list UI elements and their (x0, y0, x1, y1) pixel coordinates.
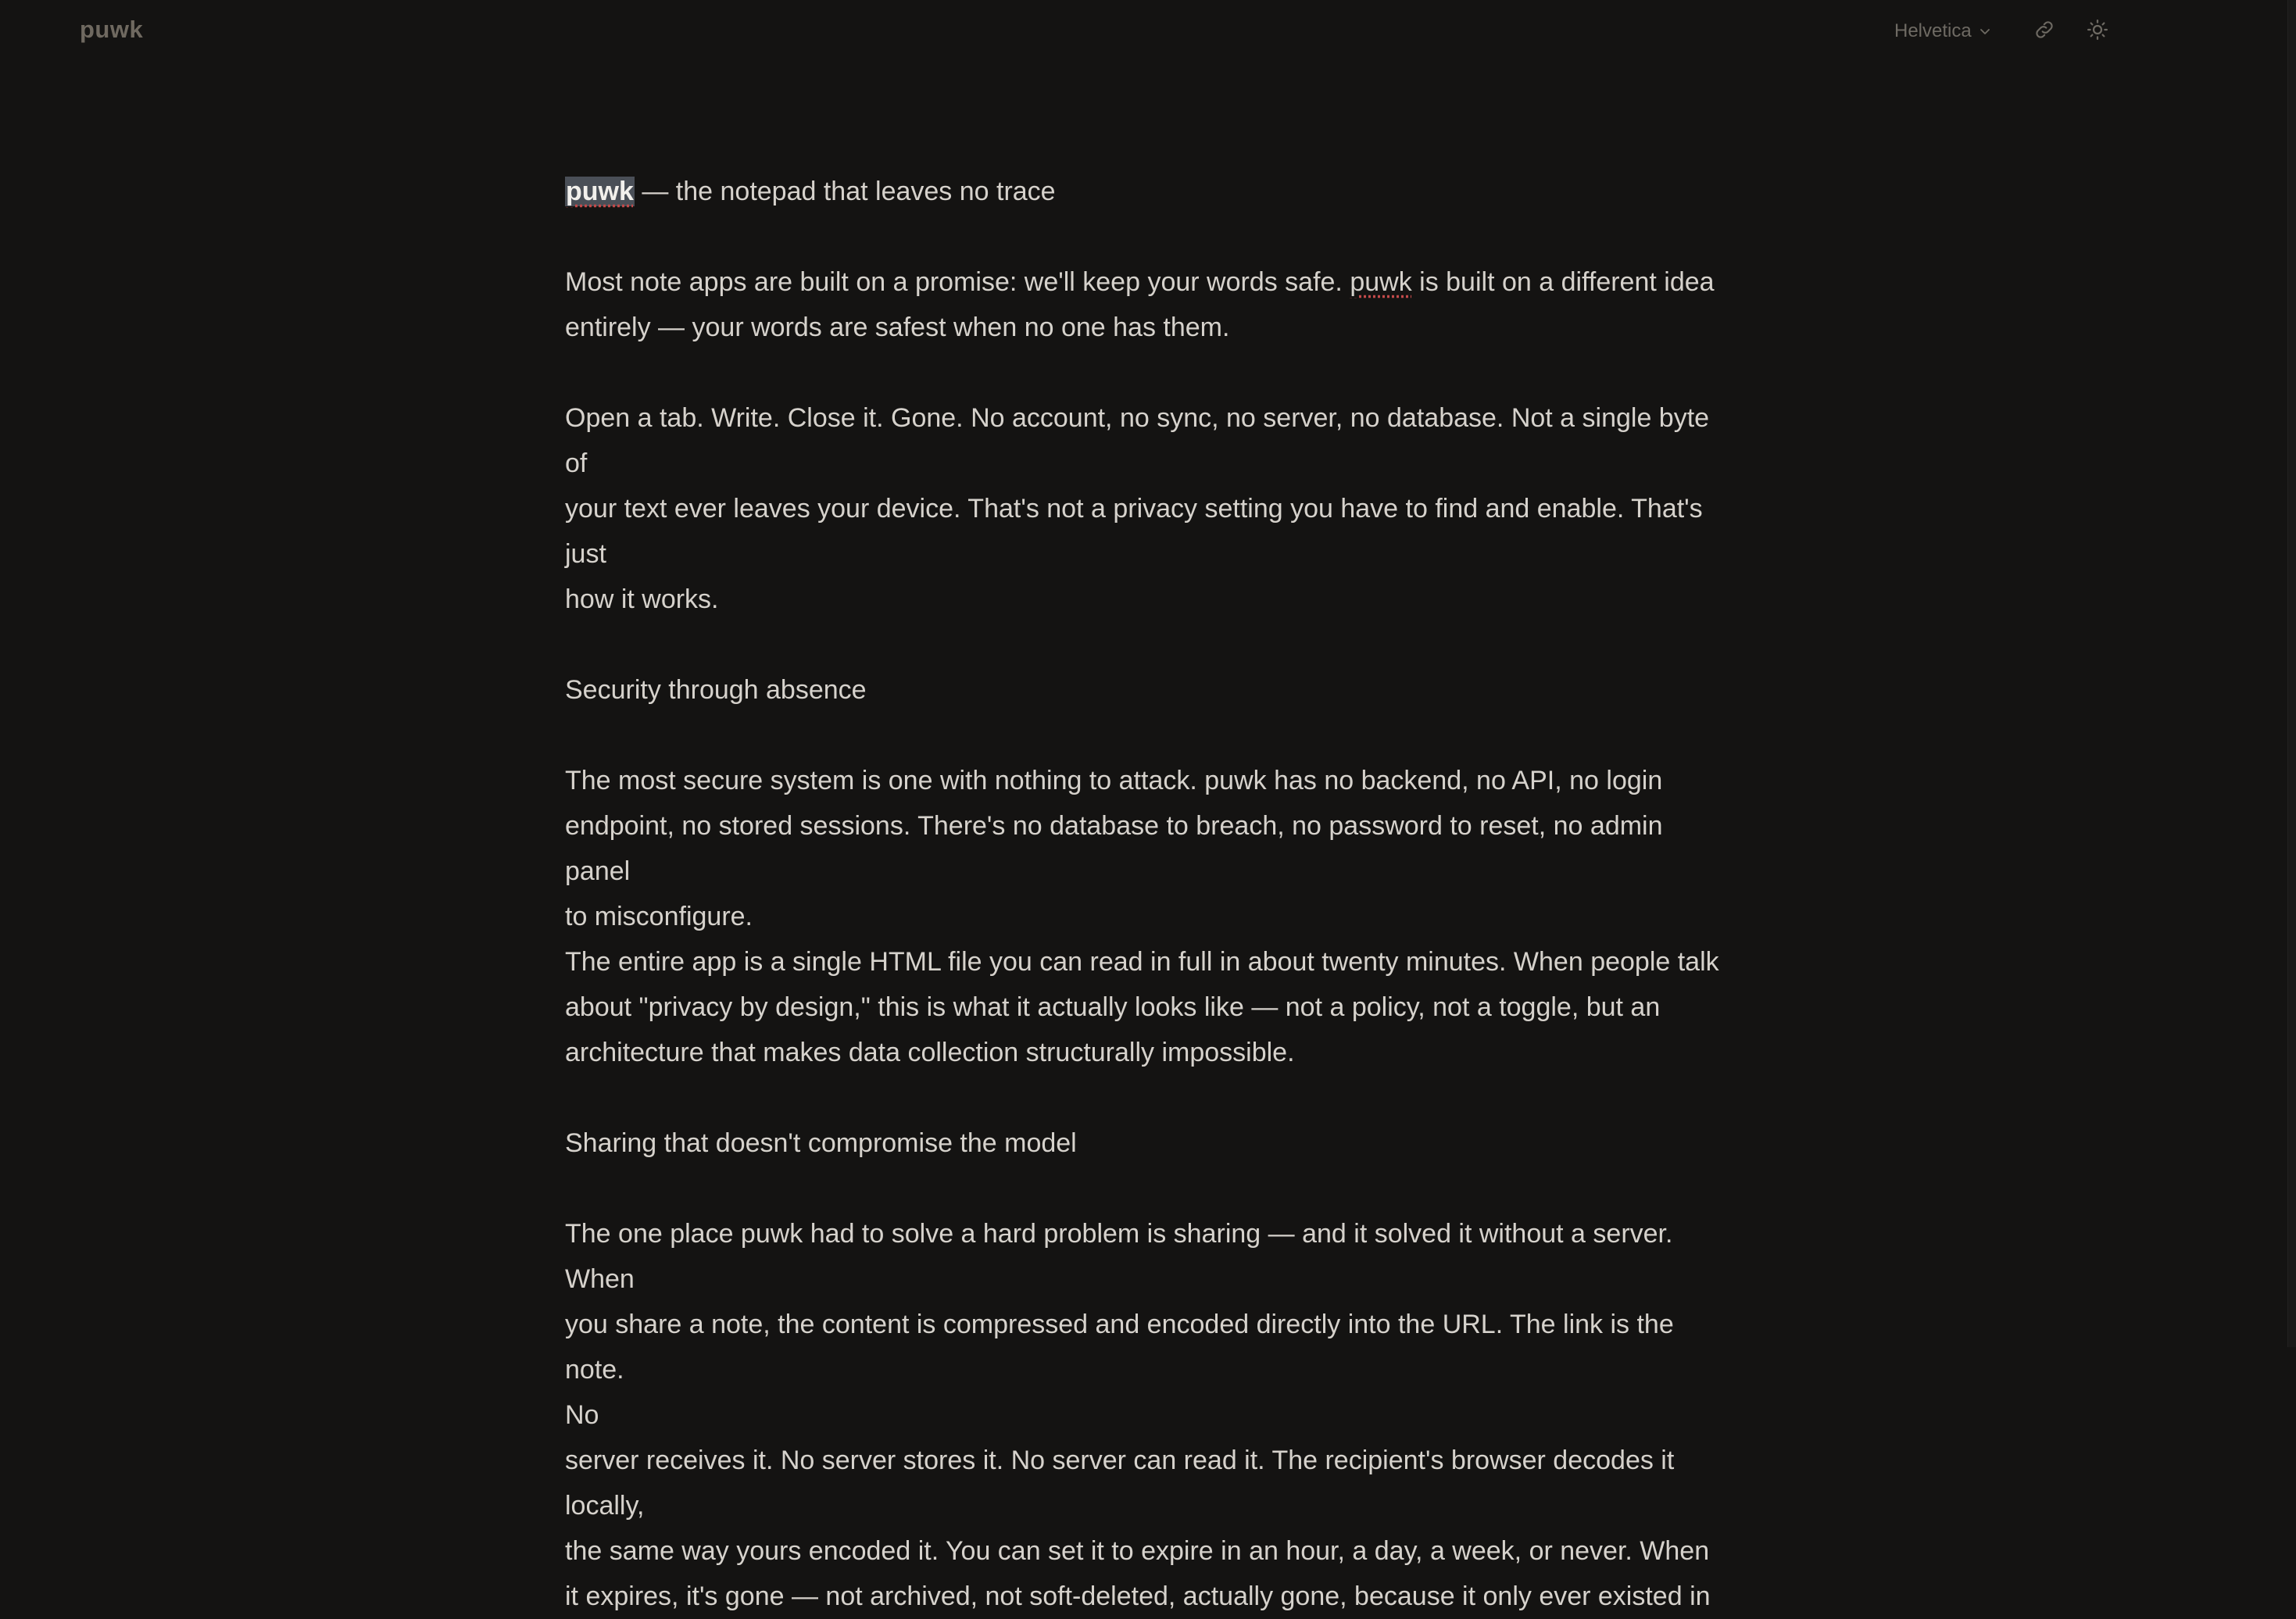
paragraph-line: The most secure system is one with nothing to attack. puwk has no backend, no API, no login (565, 766, 1663, 795)
share-link-button[interactable] (2029, 16, 2060, 47)
paragraph-line: architecture that makes data collection structurally impossible. (565, 1038, 1295, 1067)
paragraph-line: to misconfigure. (565, 902, 753, 931)
paragraph-line: you share a note, the content is compressed and encoded directly into the URL. The link is the note. (565, 1310, 1682, 1385)
paragraph-line: about "privacy by design," this is what it actually looks like — not a policy, not a toggle, but an (565, 992, 1661, 1022)
paragraph-line: entirely — your words are safest when no one has them. (565, 313, 1230, 342)
section-heading: Sharing that doesn't compromise the model (565, 1128, 1077, 1158)
paragraph-line: Open a tab. Write. Close it. Gone. No account, no sync, no server, no database. Not a single byte of (565, 403, 1717, 478)
sun-icon (2086, 18, 2109, 45)
paragraph-line (565, 259, 1729, 305)
paragraph-line: your text ever leaves your device. That's not a privacy setting you have to find and enable. That's just (565, 494, 1711, 569)
link-icon (2033, 19, 2055, 45)
selected-word: puwk (566, 177, 634, 206)
note-editor[interactable] (565, 169, 1729, 1619)
text-run: Most note apps are built on a promise: we'll keep your words safe. (565, 267, 1350, 297)
title-text: — the notepad that leaves no trace (634, 177, 1056, 206)
paragraph-line: the same way yours encoded it. You can set it to expire in an hour, a day, a week, or never. When (565, 1536, 1710, 1566)
note-title-line (565, 169, 1729, 214)
app-logo[interactable]: puwk (80, 16, 144, 43)
misspelled-word: puwk (1350, 267, 1412, 297)
paragraph-line: server receives it. No server stores it. No server can read it. The recipient's browser decodes it locally, (565, 1446, 1682, 1521)
paragraph-line: how it works. (565, 584, 719, 614)
paragraph-line: endpoint, no stored sessions. There's no database to breach, no password to reset, no admin panel (565, 811, 1670, 886)
paragraph-line: No (565, 1400, 599, 1430)
paragraph-line: it expires, it's gone — not archived, not soft-deleted, actually gone, because it only ever existed in (565, 1581, 1711, 1611)
text-run: is built on a different idea (1411, 267, 1715, 297)
paragraph-line: The entire app is a single HTML file you can read in full in about twenty minutes. When people talk (565, 947, 1719, 977)
paragraph-line: The one place puwk had to solve a hard problem is sharing — and it solved it without a server. When (565, 1219, 1680, 1294)
font-select-value: Helvetica (1894, 20, 1972, 41)
chevron-down-icon (1978, 24, 1992, 38)
font-select[interactable] (1894, 17, 1992, 45)
top-bar (0, 0, 2296, 66)
section-heading: Security through absence (565, 675, 867, 705)
theme-toggle-button[interactable] (2082, 16, 2113, 47)
scrollbar[interactable] (2287, 0, 2296, 1347)
